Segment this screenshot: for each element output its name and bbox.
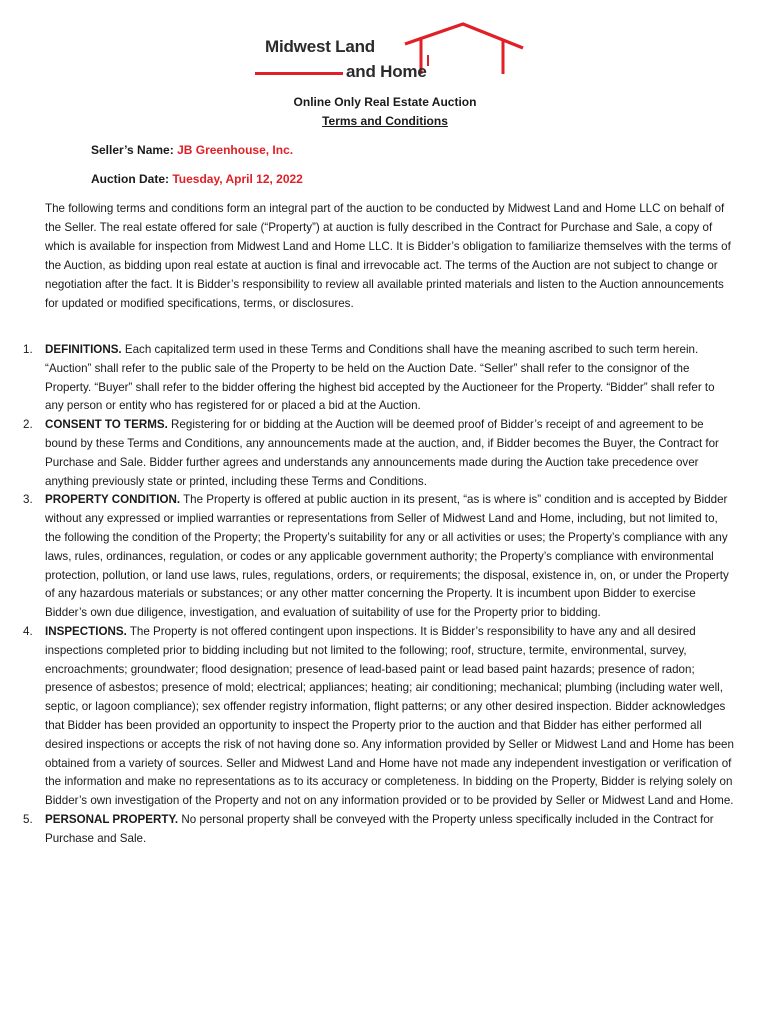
section-heading: DEFINITIONS. [45, 343, 122, 356]
section-text: The Property is offered at public auction in its present, “as is where is” condition and is accepted by Bidder without any expressed or implied warranties or representations from Seller of Midwest Land and Home, including, but not limited to, the following the condition of the Property; the Property’s suitability for any or all activities or uses; the Property’s compliance with any laws, rules, ordinances, regulation, or codes or any applicable government authority; the Property’s compliance with environmental protection, pollution, or land use laws, rules, regulations, orders, or requirements; the disposal, existence in, on, or under the Property of any hazardous materials or substances; or any other matter concerning the Property. It is incumbent upon Bidder to exercise Bidder’s own due diligence, investigation, and evaluation of suitability of use for the Property prior to bidding. [45, 493, 729, 620]
section-number: 4. [23, 624, 33, 638]
auction-date-line [91, 172, 303, 187]
terms-list [0, 341, 735, 849]
list-item [0, 623, 735, 811]
auction-date-label: Auction Date: [91, 172, 169, 186]
section-text: No personal property shall be conveyed with the Property unless specifically included in the Contract for Purchase and Sale. [45, 812, 714, 845]
section-text: Registering for or bidding at the Auction will be deemed proof of Bidder’s receipt of and agreement to be bound by these Terms and Conditions, any announcements made at the auction, and, if Bidder becomes the Buyer, the Contract for Purchase and Sale. Bidder further agrees and understands any announcements made during the Auction take precedence over anything previously state or printed, including these Terms and Conditions. [45, 418, 719, 488]
section-number: 5. [23, 812, 33, 826]
list-item [0, 811, 735, 849]
logo-line-2: and Home [346, 62, 427, 81]
intro-paragraph: The following terms and conditions form an integral part of the auction to be conducted by Midwest Land and Home LLC on behalf of the Seller. The real estate offered for sale (“Property”) at auction is fully described in the Contract for Purchase and Sale, a copy of which is available for inspection from Midwest Land and Home LLC. It is Bidder’s obligation to familiarize themselves with the terms of the Auction, as bidding upon real estate at auction is final and irrevocable act. The terms of the Auction are not subject to change or negotiation after the fact. It is Bidder’s responsibility to review all available printed materials and listen to the Auction announcements for updated or modified specifications, terms, or disclosures. [45, 202, 731, 310]
auction-date-value: Tuesday, April 12, 2022 [172, 172, 303, 186]
section-text: Each capitalized term used in these Terms and Conditions shall have the meaning ascribed to such term herein. “Auction” shall refer to the public sale of the Property to be held on the Auction Date. “Seller” shall refer to the consignor of the Property. “Buyer” shall refer to the bidder offering the highest bid accepted by the Auctioneer for the Property. “Bidder” shall refer to any person or entity who has registered for or placed a bid at the Auction. [45, 343, 715, 413]
section-heading: PERSONAL PROPERTY. [45, 812, 179, 826]
section-number: 3. [23, 493, 33, 507]
document-subtitle: Terms and Conditions [322, 114, 448, 128]
logo-line-1: Midwest Land [265, 37, 375, 56]
section-heading: PROPERTY CONDITION. [45, 493, 181, 507]
seller-value: JB Greenhouse, Inc. [177, 143, 294, 157]
section-heading: CONSENT TO TERMS. [45, 418, 168, 432]
section-heading: INSPECTIONS. [45, 624, 127, 638]
document-title: Online Only Real Estate Auction [293, 95, 477, 109]
list-item [0, 341, 735, 416]
company-logo [255, 22, 525, 84]
section-number: 1. [23, 343, 33, 356]
seller-name-line [91, 143, 293, 158]
list-item [0, 416, 735, 491]
seller-label: Seller’s Name: [91, 143, 174, 157]
section-text: The Property is not offered contingent upon inspections. It is Bidder’s responsibility to have any and all desired inspections completed prior to bidding including but not limited to the following; roof, structure, termite, environmental, survey, encroachments; groundwater; flood designation; presence of lead-based paint or lead based paint hazards; presence of radon; presence of asbestos; presence of mold; electrical; appliances; heating; air conditioning; mechanical; plumbing (including water well, septic, or lagoon compliance); sex offender registry information, flight patterns; or any other desired inspection. Bidder acknowledges that Bidder has been provided an opportunity to inspect the Property prior to the auction and that Bidder has either performed all desired inspections or accepts the risk of not having done so. Any information provided by Seller or Midwest Land and Home has been obtained from a variety of sources. Seller and Midwest Land and Home have not made any independent investigation or verification of the information and make no representations as to its accuracy or completeness. In bidding on the Property, Bidder is relying solely on Bidder’s own investigation of the Property and not on any information provided or to be provided by Seller or Midwest Land and Home. [45, 624, 734, 808]
section-number: 2. [23, 418, 33, 432]
list-item [0, 491, 735, 623]
